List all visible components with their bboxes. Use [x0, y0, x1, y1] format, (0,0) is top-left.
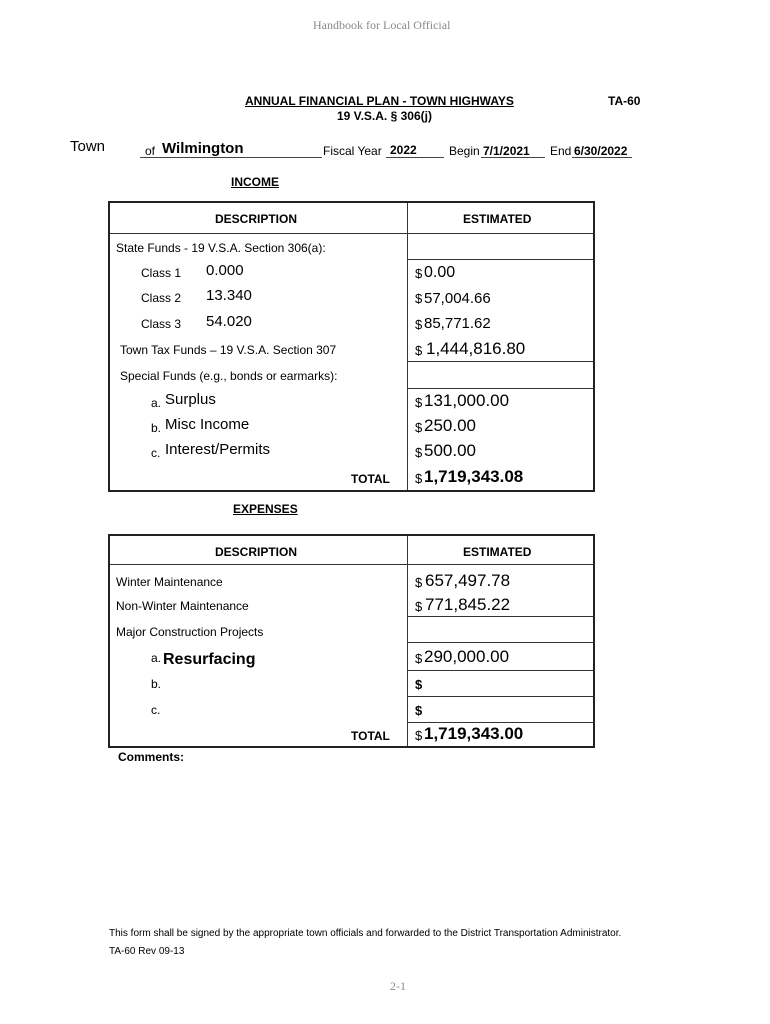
- class-3-amount[interactable]: 85,771.62: [424, 315, 491, 332]
- income-row-divider: [407, 259, 593, 260]
- expenses-total-dollar: $: [415, 728, 423, 743]
- class-3-dollar: $: [415, 317, 423, 332]
- special-b-dollar: $: [415, 420, 423, 435]
- income-col-estimated: ESTIMATED: [463, 212, 532, 226]
- fiscal-year-underline: [386, 157, 444, 158]
- end-date-field[interactable]: 6/30/2022: [574, 144, 628, 158]
- town-tax-dollar: $: [415, 343, 423, 358]
- form-title: ANNUAL FINANCIAL PLAN - TOWN HIGHWAYS: [245, 94, 514, 108]
- expenses-header-divider: [110, 564, 593, 565]
- expenses-total-label: TOTAL: [351, 729, 390, 743]
- expenses-col-estimated: ESTIMATED: [463, 545, 532, 559]
- special-c-dollar: $: [415, 445, 423, 460]
- expenses-row-divider: [407, 696, 593, 697]
- town-label: Town: [70, 138, 106, 155]
- winter-amount[interactable]: 657,497.78: [425, 571, 511, 590]
- winter-maintenance-label: Winter Maintenance: [116, 575, 223, 589]
- special-c-name[interactable]: Interest/Permits: [165, 441, 271, 458]
- income-table: [108, 201, 595, 492]
- project-a-name[interactable]: Resurfacing: [163, 651, 256, 668]
- special-b-name[interactable]: Misc Income: [165, 416, 250, 433]
- page-header: Handbook for Local Official: [313, 18, 451, 32]
- special-b-letter: b.: [151, 421, 162, 435]
- income-total-dollar: $: [415, 471, 423, 486]
- town-tax-label: Town Tax Funds – 19 V.S.A. Section 307: [120, 343, 337, 357]
- income-row-divider: [407, 361, 593, 362]
- income-header-divider: [110, 233, 593, 234]
- class-3-miles[interactable]: 54.020: [206, 313, 252, 330]
- class-2-miles[interactable]: 13.340: [206, 287, 252, 304]
- project-a-dollar: $: [415, 651, 423, 666]
- begin-label: Begin: [449, 144, 480, 158]
- project-b-dollar: $: [415, 677, 423, 692]
- class-1-dollar: $: [415, 266, 423, 281]
- class-3-label: Class 3: [141, 317, 182, 331]
- special-a-amount[interactable]: 131,000.00: [424, 391, 510, 410]
- nonwinter-maintenance-label: Non-Winter Maintenance: [116, 599, 249, 613]
- nonwinter-dollar: $: [415, 599, 423, 614]
- income-row-divider: [407, 388, 593, 389]
- town-name-field[interactable]: Wilmington: [162, 140, 244, 157]
- expenses-column-divider: [407, 536, 408, 746]
- special-c-amount[interactable]: 500.00: [424, 441, 476, 460]
- fiscal-year-field[interactable]: 2022: [390, 143, 417, 157]
- expenses-total-amount[interactable]: 1,719,343.00: [424, 724, 524, 743]
- expenses-col-description: DESCRIPTION: [215, 545, 298, 559]
- class-2-dollar: $: [415, 291, 423, 306]
- town-tax-amount[interactable]: 1,444,816.80: [426, 339, 526, 358]
- income-heading: INCOME: [231, 175, 279, 189]
- class-1-miles[interactable]: 0.000: [206, 262, 244, 279]
- class-2-label: Class 2: [141, 291, 182, 305]
- form-id: TA-60: [608, 94, 641, 108]
- project-c-dollar: $: [415, 703, 423, 718]
- income-col-description: DESCRIPTION: [215, 212, 298, 226]
- special-a-name[interactable]: Surplus: [165, 391, 216, 408]
- footer-note: This form shall be signed by the appropriate town officials and forwarded to the District Transportation Administrator.: [109, 928, 622, 939]
- state-funds-label: State Funds - 19 V.S.A. Section 306(a):: [116, 241, 326, 255]
- special-funds-label: Special Funds (e.g., bonds or earmarks):: [120, 369, 338, 383]
- expenses-row-divider: [407, 722, 593, 723]
- project-b-letter: b.: [151, 677, 162, 691]
- special-c-letter: c.: [151, 446, 161, 460]
- project-a-letter: a.: [151, 651, 162, 665]
- special-a-dollar: $: [415, 395, 423, 410]
- end-label: End: [550, 144, 572, 158]
- special-b-amount[interactable]: 250.00: [424, 416, 476, 435]
- class-1-label: Class 1: [141, 266, 182, 280]
- expenses-row-divider: [407, 642, 593, 643]
- comments-label: Comments:: [118, 750, 185, 764]
- fiscal-year-label: Fiscal Year: [323, 144, 382, 158]
- income-total-amount[interactable]: 1,719,343.08: [424, 467, 524, 486]
- project-c-letter: c.: [151, 703, 161, 717]
- begin-date-field[interactable]: 7/1/2021: [483, 144, 530, 158]
- expenses-row-divider: [407, 616, 593, 617]
- class-2-amount[interactable]: 57,004.66: [424, 290, 491, 307]
- expenses-table: [108, 534, 595, 748]
- special-a-letter: a.: [151, 396, 162, 410]
- nonwinter-amount[interactable]: 771,845.22: [425, 595, 511, 614]
- class-1-amount[interactable]: 0.00: [424, 264, 456, 281]
- page-number: 2-1: [390, 979, 406, 993]
- form-subtitle: 19 V.S.A. § 306(j): [337, 109, 432, 123]
- expenses-row-divider: [407, 670, 593, 671]
- of-label: of: [145, 144, 156, 158]
- town-underline: [140, 157, 322, 158]
- winter-dollar: $: [415, 575, 423, 590]
- project-a-amount[interactable]: 290,000.00: [424, 647, 510, 666]
- income-column-divider: [407, 203, 408, 490]
- expenses-heading: EXPENSES: [233, 502, 298, 516]
- income-total-label: TOTAL: [351, 472, 390, 486]
- major-construction-label: Major Construction Projects: [116, 625, 264, 639]
- form-revision: TA-60 Rev 09-13: [109, 946, 185, 957]
